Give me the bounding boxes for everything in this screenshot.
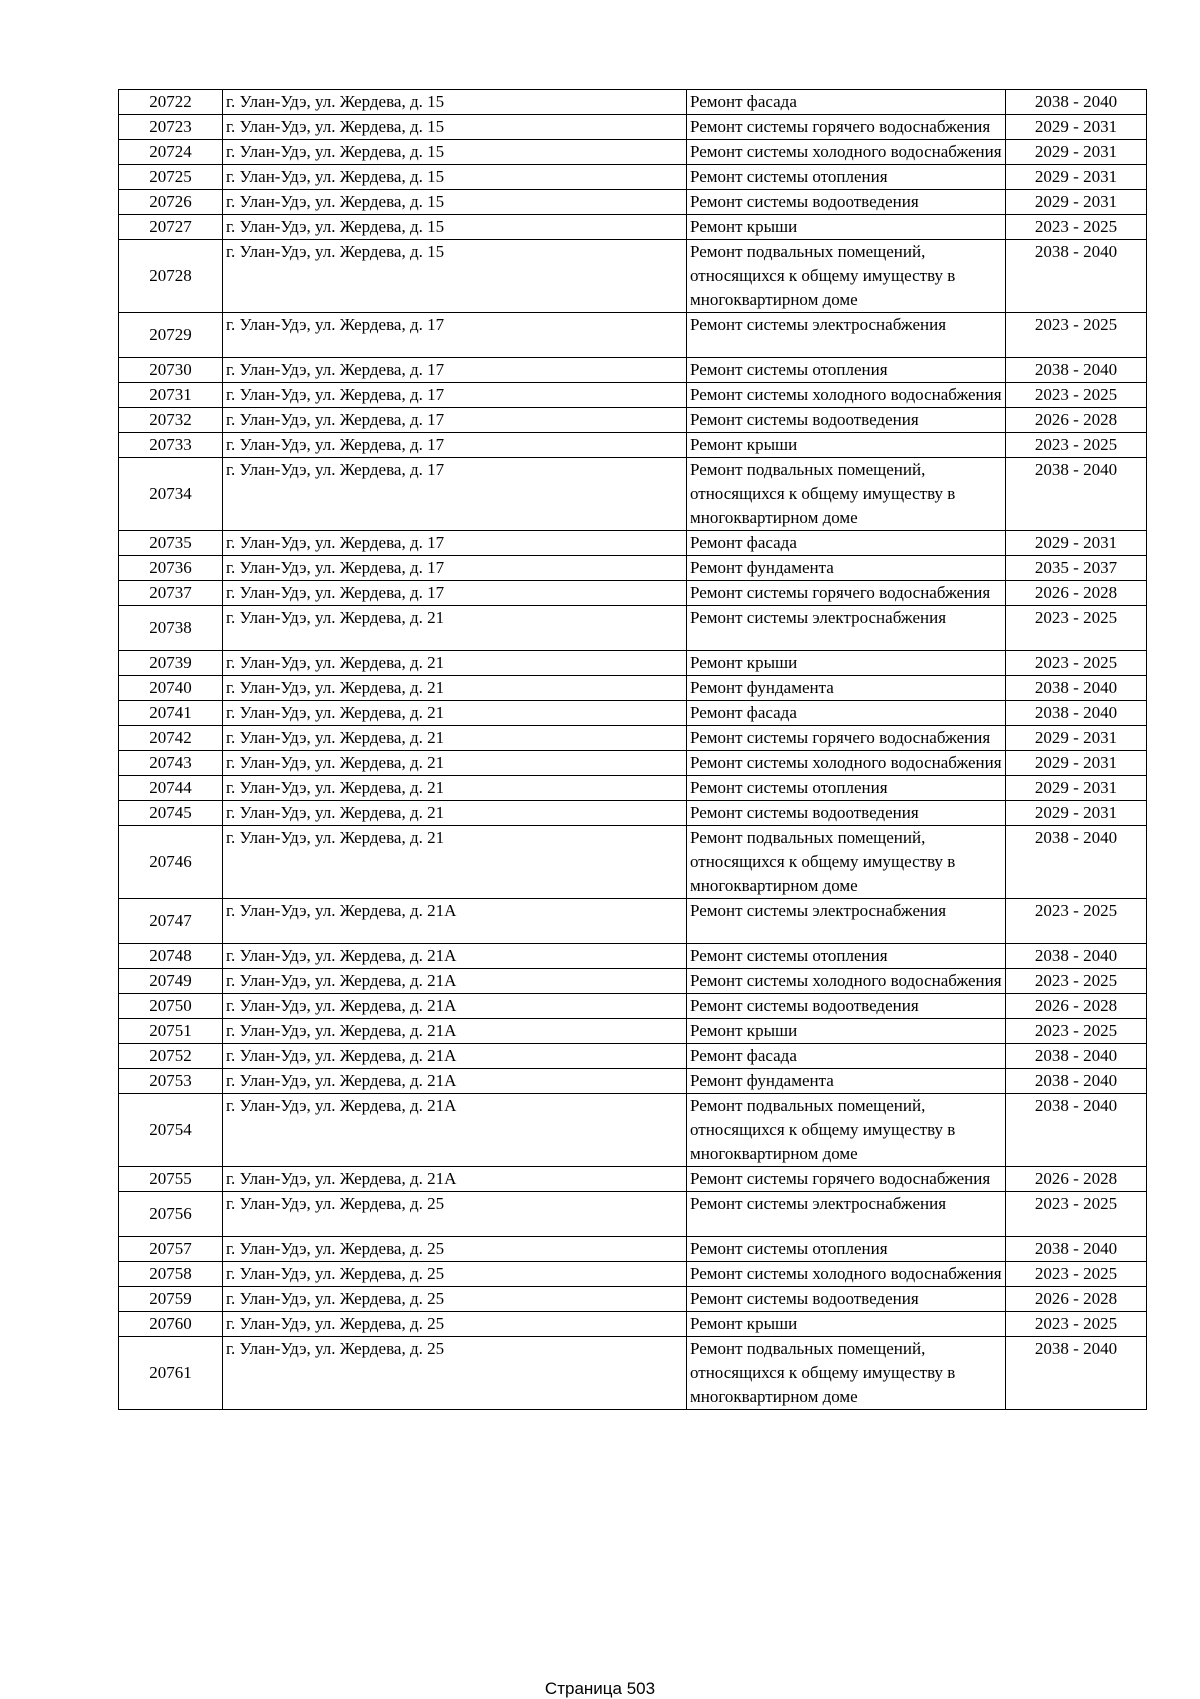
period-cell: 2026 - 2028 <box>1006 1287 1147 1312</box>
row-number-cell: 20724 <box>119 140 223 165</box>
table-row <box>119 1192 1147 1237</box>
table-row <box>119 1044 1147 1069</box>
table-row <box>119 556 1147 581</box>
row-number-cell: 20740 <box>119 676 223 701</box>
row-number-cell: 20749 <box>119 969 223 994</box>
row-number-cell: 20750 <box>119 994 223 1019</box>
page-number: Страница 503 <box>544 1679 656 1698</box>
work-type-cell: Ремонт фасада <box>687 531 1006 556</box>
period-cell: 2038 - 2040 <box>1006 826 1147 899</box>
work-type-cell: Ремонт системы отопления <box>687 776 1006 801</box>
period-cell: 2029 - 2031 <box>1006 726 1147 751</box>
table-row <box>119 1312 1147 1337</box>
period-cell: 2026 - 2028 <box>1006 994 1147 1019</box>
period-cell: 2029 - 2031 <box>1006 140 1147 165</box>
row-number-cell: 20751 <box>119 1019 223 1044</box>
period-cell: 2023 - 2025 <box>1006 313 1147 358</box>
address-cell: г. Улан-Удэ, ул. Жердева, д. 21 <box>223 776 687 801</box>
address-cell: г. Улан-Удэ, ул. Жердева, д. 25 <box>223 1237 687 1262</box>
row-number-cell: 20756 <box>119 1192 223 1237</box>
address-cell: г. Улан-Удэ, ул. Жердева, д. 21А <box>223 1094 687 1167</box>
period-cell: 2023 - 2025 <box>1006 969 1147 994</box>
work-type-cell: Ремонт крыши <box>687 215 1006 240</box>
work-type-cell: Ремонт системы водоотведения <box>687 1287 1006 1312</box>
row-number-cell: 20746 <box>119 826 223 899</box>
table-row <box>119 190 1147 215</box>
period-cell: 2026 - 2028 <box>1006 408 1147 433</box>
work-type-cell: Ремонт фундамента <box>687 1069 1006 1094</box>
work-type-cell: Ремонт подвальных помещений, относящихся к общему имуществу в многоквартирном доме <box>687 240 1006 313</box>
table-row <box>119 313 1147 358</box>
table-row <box>119 826 1147 899</box>
table-row <box>119 383 1147 408</box>
row-number-cell: 20732 <box>119 408 223 433</box>
table-row <box>119 358 1147 383</box>
table-row <box>119 1069 1147 1094</box>
row-number-cell: 20737 <box>119 581 223 606</box>
table-row <box>119 969 1147 994</box>
table-row <box>119 1167 1147 1192</box>
row-number-cell: 20722 <box>119 90 223 115</box>
row-number-cell: 20734 <box>119 458 223 531</box>
period-cell: 2029 - 2031 <box>1006 115 1147 140</box>
address-cell: г. Улан-Удэ, ул. Жердева, д. 15 <box>223 165 687 190</box>
work-type-cell: Ремонт системы отопления <box>687 944 1006 969</box>
work-type-cell: Ремонт фасада <box>687 1044 1006 1069</box>
row-number-cell: 20753 <box>119 1069 223 1094</box>
address-cell: г. Улан-Удэ, ул. Жердева, д. 17 <box>223 313 687 358</box>
period-cell: 2023 - 2025 <box>1006 433 1147 458</box>
table-row <box>119 90 1147 115</box>
row-number-cell: 20729 <box>119 313 223 358</box>
work-type-cell: Ремонт системы электроснабжения <box>687 313 1006 358</box>
work-type-cell: Ремонт системы горячего водоснабжения <box>687 115 1006 140</box>
address-cell: г. Улан-Удэ, ул. Жердева, д. 21 <box>223 606 687 651</box>
row-number-cell: 20723 <box>119 115 223 140</box>
row-number-cell: 20752 <box>119 1044 223 1069</box>
period-cell: 2035 - 2037 <box>1006 556 1147 581</box>
row-number-cell: 20731 <box>119 383 223 408</box>
row-number-cell: 20761 <box>119 1337 223 1410</box>
work-type-cell: Ремонт системы отопления <box>687 1237 1006 1262</box>
table-row <box>119 701 1147 726</box>
work-type-cell: Ремонт крыши <box>687 651 1006 676</box>
table-row <box>119 676 1147 701</box>
work-type-cell: Ремонт подвальных помещений, относящихся к общему имуществу в многоквартирном доме <box>687 1337 1006 1410</box>
work-type-cell: Ремонт системы электроснабжения <box>687 1192 1006 1237</box>
address-cell: г. Улан-Удэ, ул. Жердева, д. 15 <box>223 90 687 115</box>
work-type-cell: Ремонт подвальных помещений, относящихся к общему имуществу в многоквартирном доме <box>687 826 1006 899</box>
work-type-cell: Ремонт системы горячего водоснабжения <box>687 581 1006 606</box>
work-type-cell: Ремонт системы холодного водоснабжения <box>687 751 1006 776</box>
row-number-cell: 20725 <box>119 165 223 190</box>
address-cell: г. Улан-Удэ, ул. Жердева, д. 25 <box>223 1312 687 1337</box>
row-number-cell: 20741 <box>119 701 223 726</box>
address-cell: г. Улан-Удэ, ул. Жердева, д. 15 <box>223 115 687 140</box>
address-cell: г. Улан-Удэ, ул. Жердева, д. 21 <box>223 676 687 701</box>
address-cell: г. Улан-Удэ, ул. Жердева, д. 21 <box>223 701 687 726</box>
address-cell: г. Улан-Удэ, ул. Жердева, д. 25 <box>223 1262 687 1287</box>
work-type-cell: Ремонт фундамента <box>687 556 1006 581</box>
table-row <box>119 140 1147 165</box>
row-number-cell: 20735 <box>119 531 223 556</box>
address-cell: г. Улан-Удэ, ул. Жердева, д. 21А <box>223 969 687 994</box>
address-cell: г. Улан-Удэ, ул. Жердева, д. 15 <box>223 240 687 313</box>
row-number-cell: 20743 <box>119 751 223 776</box>
period-cell: 2023 - 2025 <box>1006 215 1147 240</box>
repair-schedule-table <box>118 89 1147 1410</box>
period-cell: 2029 - 2031 <box>1006 531 1147 556</box>
work-type-cell: Ремонт системы холодного водоснабжения <box>687 1262 1006 1287</box>
address-cell: г. Улан-Удэ, ул. Жердева, д. 25 <box>223 1287 687 1312</box>
address-cell: г. Улан-Удэ, ул. Жердева, д. 17 <box>223 433 687 458</box>
table-row <box>119 581 1147 606</box>
table-row <box>119 1337 1147 1410</box>
work-type-cell: Ремонт системы электроснабжения <box>687 899 1006 944</box>
table-body <box>119 90 1147 1410</box>
work-type-cell: Ремонт системы водоотведения <box>687 190 1006 215</box>
period-cell: 2038 - 2040 <box>1006 1237 1147 1262</box>
row-number-cell: 20755 <box>119 1167 223 1192</box>
row-number-cell: 20733 <box>119 433 223 458</box>
work-type-cell: Ремонт фасада <box>687 701 1006 726</box>
row-number-cell: 20739 <box>119 651 223 676</box>
period-cell: 2026 - 2028 <box>1006 1167 1147 1192</box>
row-number-cell: 20745 <box>119 801 223 826</box>
period-cell: 2023 - 2025 <box>1006 383 1147 408</box>
address-cell: г. Улан-Удэ, ул. Жердева, д. 25 <box>223 1192 687 1237</box>
row-number-cell: 20726 <box>119 190 223 215</box>
row-number-cell: 20738 <box>119 606 223 651</box>
table-row <box>119 776 1147 801</box>
row-number-cell: 20747 <box>119 899 223 944</box>
period-cell: 2038 - 2040 <box>1006 240 1147 313</box>
row-number-cell: 20744 <box>119 776 223 801</box>
period-cell: 2038 - 2040 <box>1006 458 1147 531</box>
period-cell: 2023 - 2025 <box>1006 1312 1147 1337</box>
address-cell: г. Улан-Удэ, ул. Жердева, д. 17 <box>223 358 687 383</box>
table-row <box>119 531 1147 556</box>
address-cell: г. Улан-Удэ, ул. Жердева, д. 21А <box>223 1019 687 1044</box>
address-cell: г. Улан-Удэ, ул. Жердева, д. 17 <box>223 408 687 433</box>
work-type-cell: Ремонт системы электроснабжения <box>687 606 1006 651</box>
period-cell: 2023 - 2025 <box>1006 1019 1147 1044</box>
table-row <box>119 944 1147 969</box>
address-cell: г. Улан-Удэ, ул. Жердева, д. 25 <box>223 1337 687 1410</box>
period-cell: 2029 - 2031 <box>1006 165 1147 190</box>
table-row <box>119 1287 1147 1312</box>
period-cell: 2029 - 2031 <box>1006 801 1147 826</box>
table-row <box>119 606 1147 651</box>
address-cell: г. Улан-Удэ, ул. Жердева, д. 21А <box>223 899 687 944</box>
table-row <box>119 165 1147 190</box>
period-cell: 2029 - 2031 <box>1006 190 1147 215</box>
address-cell: г. Улан-Удэ, ул. Жердева, д. 17 <box>223 556 687 581</box>
period-cell: 2038 - 2040 <box>1006 701 1147 726</box>
period-cell: 2026 - 2028 <box>1006 581 1147 606</box>
table-row <box>119 1094 1147 1167</box>
work-type-cell: Ремонт системы отопления <box>687 358 1006 383</box>
work-type-cell: Ремонт системы водоотведения <box>687 408 1006 433</box>
row-number-cell: 20758 <box>119 1262 223 1287</box>
address-cell: г. Улан-Удэ, ул. Жердева, д. 21 <box>223 826 687 899</box>
row-number-cell: 20760 <box>119 1312 223 1337</box>
table-row <box>119 1019 1147 1044</box>
table-row <box>119 726 1147 751</box>
table-row <box>119 458 1147 531</box>
address-cell: г. Улан-Удэ, ул. Жердева, д. 21 <box>223 726 687 751</box>
table-row <box>119 433 1147 458</box>
table-row <box>119 240 1147 313</box>
row-number-cell: 20757 <box>119 1237 223 1262</box>
period-cell: 2038 - 2040 <box>1006 676 1147 701</box>
period-cell: 2038 - 2040 <box>1006 90 1147 115</box>
table-row <box>119 115 1147 140</box>
work-type-cell: Ремонт системы холодного водоснабжения <box>687 969 1006 994</box>
address-cell: г. Улан-Удэ, ул. Жердева, д. 17 <box>223 531 687 556</box>
address-cell: г. Улан-Удэ, ул. Жердева, д. 15 <box>223 190 687 215</box>
work-type-cell: Ремонт системы горячего водоснабжения <box>687 726 1006 751</box>
address-cell: г. Улан-Удэ, ул. Жердева, д. 21А <box>223 1167 687 1192</box>
work-type-cell: Ремонт подвальных помещений, относящихся к общему имуществу в многоквартирном доме <box>687 458 1006 531</box>
work-type-cell: Ремонт фундамента <box>687 676 1006 701</box>
address-cell: г. Улан-Удэ, ул. Жердева, д. 21А <box>223 1044 687 1069</box>
period-cell: 2029 - 2031 <box>1006 751 1147 776</box>
address-cell: г. Улан-Удэ, ул. Жердева, д. 15 <box>223 140 687 165</box>
work-type-cell: Ремонт фасада <box>687 90 1006 115</box>
row-number-cell: 20742 <box>119 726 223 751</box>
address-cell: г. Улан-Удэ, ул. Жердева, д. 21А <box>223 1069 687 1094</box>
address-cell: г. Улан-Удэ, ул. Жердева, д. 15 <box>223 215 687 240</box>
row-number-cell: 20754 <box>119 1094 223 1167</box>
table-row <box>119 751 1147 776</box>
work-type-cell: Ремонт системы отопления <box>687 165 1006 190</box>
address-cell: г. Улан-Удэ, ул. Жердева, д. 17 <box>223 458 687 531</box>
work-type-cell: Ремонт крыши <box>687 1019 1006 1044</box>
row-number-cell: 20748 <box>119 944 223 969</box>
address-cell: г. Улан-Удэ, ул. Жердева, д. 21 <box>223 651 687 676</box>
period-cell: 2038 - 2040 <box>1006 358 1147 383</box>
work-type-cell: Ремонт крыши <box>687 433 1006 458</box>
table-row <box>119 1262 1147 1287</box>
address-cell: г. Улан-Удэ, ул. Жердева, д. 21А <box>223 944 687 969</box>
row-number-cell: 20730 <box>119 358 223 383</box>
address-cell: г. Улан-Удэ, ул. Жердева, д. 21А <box>223 994 687 1019</box>
period-cell: 2038 - 2040 <box>1006 944 1147 969</box>
address-cell: г. Улан-Удэ, ул. Жердева, д. 21 <box>223 801 687 826</box>
table-row <box>119 215 1147 240</box>
period-cell: 2023 - 2025 <box>1006 606 1147 651</box>
table-row <box>119 994 1147 1019</box>
work-type-cell: Ремонт системы горячего водоснабжения <box>687 1167 1006 1192</box>
period-cell: 2038 - 2040 <box>1006 1069 1147 1094</box>
work-type-cell: Ремонт системы водоотведения <box>687 801 1006 826</box>
work-type-cell: Ремонт системы холодного водоснабжения <box>687 140 1006 165</box>
period-cell: 2023 - 2025 <box>1006 651 1147 676</box>
table-row <box>119 801 1147 826</box>
work-type-cell: Ремонт крыши <box>687 1312 1006 1337</box>
work-type-cell: Ремонт подвальных помещений, относящихся к общему имуществу в многоквартирном доме <box>687 1094 1006 1167</box>
period-cell: 2023 - 2025 <box>1006 1192 1147 1237</box>
period-cell: 2029 - 2031 <box>1006 776 1147 801</box>
address-cell: г. Улан-Удэ, ул. Жердева, д. 21 <box>223 751 687 776</box>
row-number-cell: 20728 <box>119 240 223 313</box>
table-row <box>119 1237 1147 1262</box>
row-number-cell: 20727 <box>119 215 223 240</box>
row-number-cell: 20759 <box>119 1287 223 1312</box>
table-row <box>119 899 1147 944</box>
work-type-cell: Ремонт системы холодного водоснабжения <box>687 383 1006 408</box>
row-number-cell: 20736 <box>119 556 223 581</box>
table-row <box>119 408 1147 433</box>
period-cell: 2038 - 2040 <box>1006 1094 1147 1167</box>
work-type-cell: Ремонт системы водоотведения <box>687 994 1006 1019</box>
table-row <box>119 651 1147 676</box>
period-cell: 2038 - 2040 <box>1006 1337 1147 1410</box>
period-cell: 2023 - 2025 <box>1006 1262 1147 1287</box>
address-cell: г. Улан-Удэ, ул. Жердева, д. 17 <box>223 581 687 606</box>
period-cell: 2023 - 2025 <box>1006 899 1147 944</box>
period-cell: 2038 - 2040 <box>1006 1044 1147 1069</box>
address-cell: г. Улан-Удэ, ул. Жердева, д. 17 <box>223 383 687 408</box>
